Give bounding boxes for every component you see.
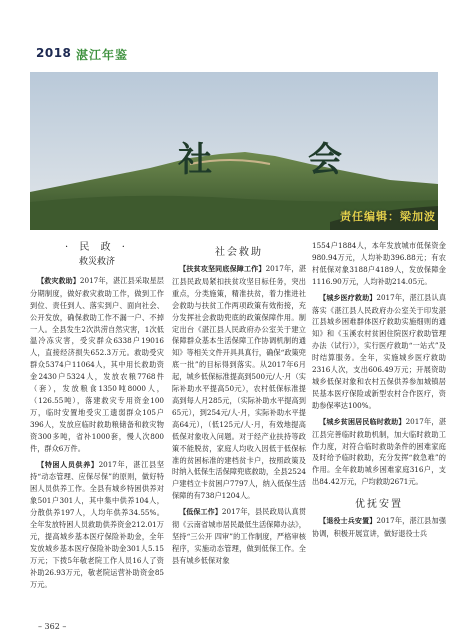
landscape-photo	[30, 72, 438, 230]
keyword-veteran-placement: 【退役士兵安置】	[319, 517, 377, 526]
paragraph-temporary-assistance	[312, 416, 446, 488]
page-header	[36, 46, 436, 62]
keyword-special-support: 【特困人员供养】	[37, 460, 99, 469]
paragraph-disaster-relief	[30, 275, 164, 455]
page-number: – 362 –	[38, 622, 67, 631]
paragraph-text: 2017年，湛江县民政局紧扣扶贫攻坚目标任务，突出重点，分类施策，精准扶贫，着力推进社会救助与扶贫工作两项政策有效衔接，充分发挥社会救助兜底的政策保障作用。制定出台《湛江县人民政府办公室关于建立保障群众基本生活保障工作协调机制的通知》等相关文件开具具真行，确保“政策兜底一批”的目标得到落实。从2017年6月起，城乡低保标准提高到500元/人·月（实际补助水平提高50元），农村低保标准提高到每人月285元，（实际补助水平提高到65元），到254元/人·月，实际补助水平提高64元），（低125元/人·月，有效地提高低保对象收入问题。对于经产业扶持等政策不能脱贫，家庭人均收入因低于低保标准的贫困标准的建档贫卡户，按照政策及时纳入低保生活保障兜底救助，全县2524户建档立卡贫困户7797人，纳入低保生活保障的有738户1204人。	[172, 264, 307, 501]
paragraph-text: 2017年，湛江县完善临时救助机制，加大临时救助工作力度，对符合临时救助条件的困难家庭及时给予临时救助，充分发挥“救急难”的作用。全年救助城乡困难家庭316户，支出84.42万元，户均救助2671元。	[312, 416, 447, 487]
keyword-disaster-relief: 【救灾救助】	[37, 276, 80, 285]
subsection-title-jiuzai: 救災救济	[78, 256, 115, 267]
column-3	[312, 240, 446, 540]
paragraph-text: 2017年，县民政局认真贯彻《云南省城市居民最低生活保障办法》，坚持“三公开 四审”的工作制度，严格审核程序，实施动态管理，做到低保工作。全县有城乡低保对象	[172, 507, 306, 565]
banner-title-char-1: 社	[178, 140, 212, 180]
paragraph-text: 2017年，湛江县采取星层分期制度，做好救灾救助工作，做到工作到位、责任到人、落实到户、面向社会、公开发放，确保救助工作不漏一户、不掉一人。全县发生2次洪涝自然灾害，1次低温冷冻灾害，受灾群众6338户19016人，直接经济损失652.3万元。救助受灾群众5374户11064人，其中用长救助资金2430户5324人，发放农粮7768件（套），发放粮食1350吨8000人，（126.55吨），落建救灾专用资金100万，临时安置地受灾工遗弱群众105户396人，发放应临时救助粮储备和救灾物资300多吨，省补1000套，慢人次800件，群众6万件。	[30, 275, 164, 453]
paragraph-veteran-placement	[312, 515, 446, 540]
keyword-medical-assistance: 【城乡医疗救助】	[319, 293, 377, 302]
column-2	[172, 240, 306, 567]
column-1	[30, 240, 164, 590]
paragraph-text: 2017年，湛江县加强协调，积极开展宣讲，做好退役士兵	[312, 516, 447, 539]
editor-caption: 责任编辑：梁加波	[340, 210, 436, 223]
paragraph-special-support	[30, 459, 164, 591]
section-title-youfu-anzhi: 优抚安置	[355, 499, 403, 511]
paragraph-text: 2017年，湛江县认真落实《湛江县人民政府办公室关于印发湛江县城乡困难群体医疗救助实施细则的通知》和《玉溪农村贫困住院医疗救助管理办法（试行）》，实行医疗救助“一站式”及时结算服务。全年，实施城乡医疗救助2316人次，支出606.49万元；开展资助城乡低保对象和农村五保供养参加城镇居民基本医疗保险或新型农村合作医疗，资助参保率达100%。	[312, 292, 447, 410]
paragraph-medical-assistance	[312, 292, 446, 412]
paragraph-low-income	[172, 506, 306, 567]
paragraph-text: 2017年，湛江县坚持“动态管理、应保尽保”的原则，做好特困人员供养工作。全县有城乡特困供养对象501户301人，其中集中供养104人，分散供养197人，人均年供养34.55%。全年发放特困人员救助供养资金212.01万元，提高城乡基本医疗保险补助金，全年发放城乡基本医疗保险补助金301人5.15万元；下拨5年敬老院工作人员16人了资补助26.93万元，敬老院运营补助资金85万元。	[30, 459, 165, 589]
section-banner	[30, 72, 438, 230]
section-title-minzheng: · 民 政 ·	[65, 242, 129, 253]
paragraph-continued: 1554户1884人，本年发放城市低保资金980.94万元，人均补助396.88元；有农村低保对象3188户4189人，发放保障金1116.90万元，人均补助214.05元。	[312, 241, 446, 286]
paragraph-poverty-guarantee	[172, 263, 306, 502]
yearbook-year: 2018	[36, 46, 72, 60]
keyword-temporary-assistance: 【城乡贫困居民临时救助】	[319, 417, 406, 426]
keyword-low-income: 【低保工作】	[179, 508, 222, 517]
section-title-social-assistance: 社会救助	[215, 247, 263, 258]
yearbook-title: 湛江年鉴	[76, 48, 129, 62]
keyword-poverty-guarantee: 【扶贫攻坚同底保障工作】	[179, 265, 266, 273]
banner-title-char-2: 会	[308, 140, 342, 180]
